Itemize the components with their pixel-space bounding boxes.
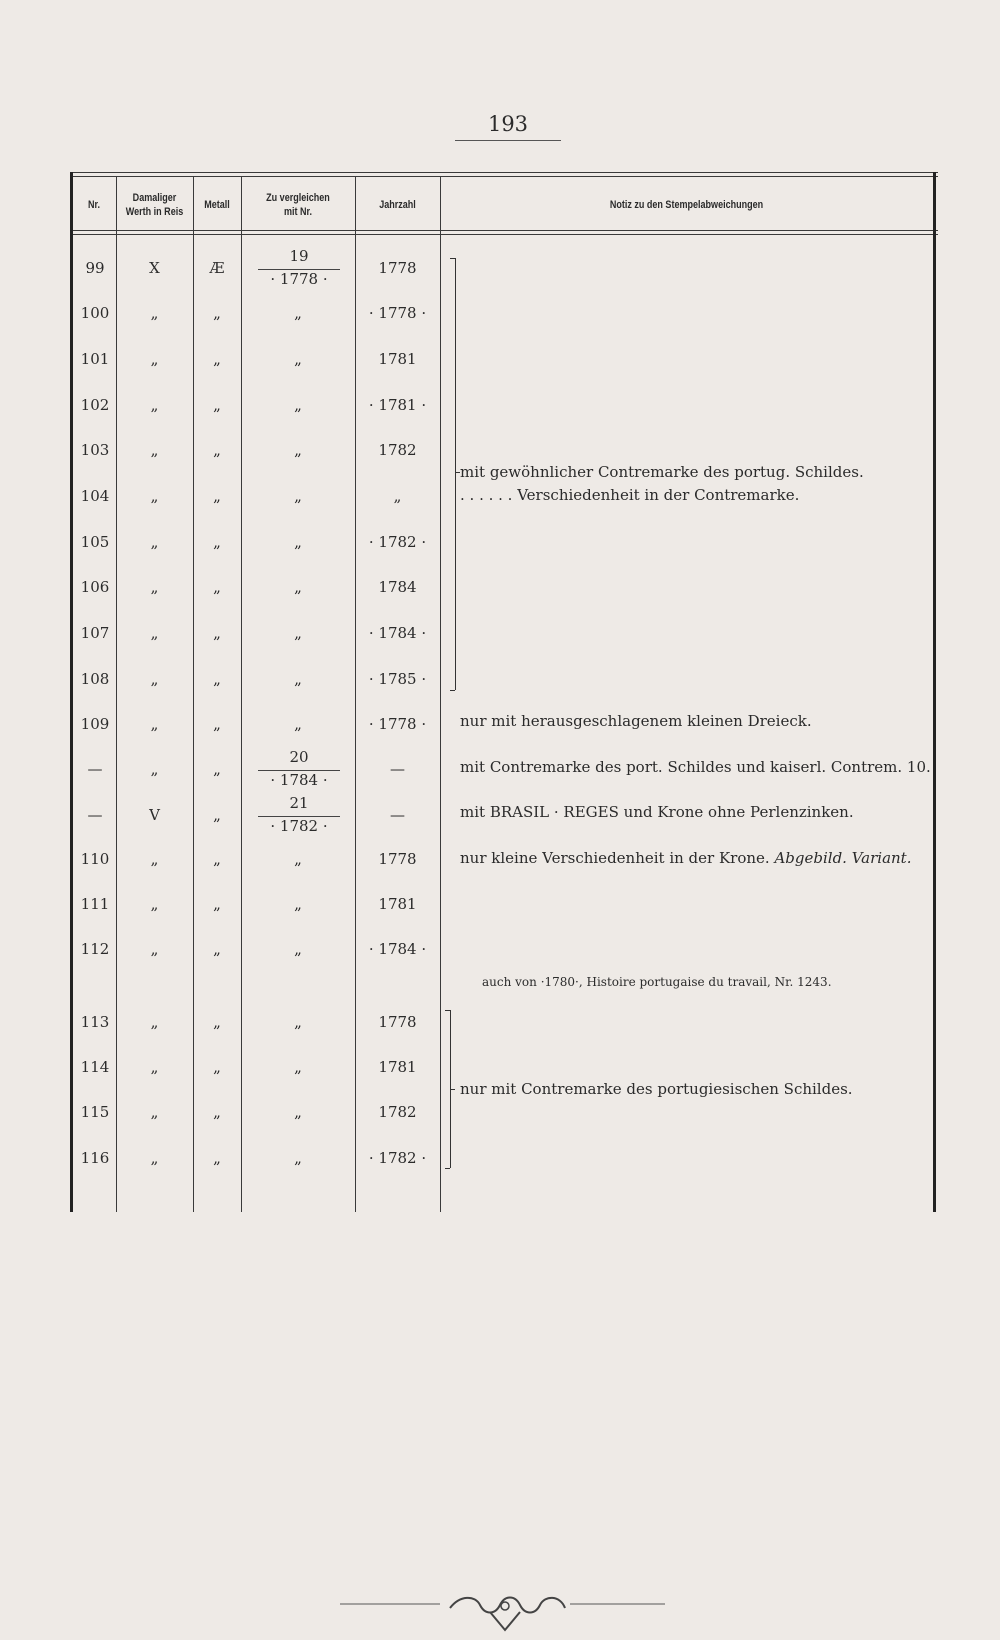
row-compare: „ (294, 895, 302, 913)
header-notiz: Notiz zu den Stempelabweichungen (609, 199, 764, 211)
row-compare: „ (294, 578, 302, 596)
row-metall: „ (213, 350, 221, 368)
row-jahrzahl: 1778 (378, 1013, 417, 1031)
row-compare: „ (294, 1103, 302, 1121)
row-wert: „ (150, 441, 159, 459)
row-nr: 114 (80, 1058, 110, 1076)
note-109: nur mit herausgeschlagenem kleinen Dreieck. (460, 712, 812, 730)
row-nr: 109 (80, 715, 110, 733)
row-metall: „ (213, 715, 221, 733)
row-jahrzahl: · 1782 · (368, 533, 427, 551)
row-wert: „ (150, 1149, 159, 1167)
page-number: 193 (455, 112, 561, 141)
row-compare: „ (294, 715, 302, 733)
row-wert: „ (150, 1103, 159, 1121)
row-nr: 99 (85, 259, 105, 277)
row-metall: „ (213, 1013, 221, 1031)
row-wert: „ (150, 624, 159, 642)
row-compare: „ (294, 533, 302, 551)
row-metall: „ (213, 624, 221, 642)
row-compare-year: · 1782 · (270, 817, 328, 835)
row-jahrzahl: · 1782 · (368, 1149, 427, 1167)
row-wert: „ (150, 715, 159, 733)
row-metall: „ (213, 895, 221, 913)
row-wert: „ (150, 895, 159, 913)
row-wert: „ (150, 850, 159, 868)
row-wert: X (149, 259, 160, 277)
row-jahrzahl: · 1781 · (368, 396, 427, 414)
row-jahrzahl: 1782 (378, 1103, 417, 1121)
row-jahrzahl: — (390, 806, 405, 824)
row-jahrzahl: · 1778 · (368, 715, 427, 733)
row-wert: V (149, 806, 160, 824)
header-wert: Damaliger Werth in Reis (125, 192, 184, 218)
row-metall: „ (213, 533, 221, 551)
row-compare: „ (294, 1013, 302, 1031)
row-metall: „ (213, 760, 221, 778)
row-jahrzahl: 1778 (378, 850, 417, 868)
row-compare: „ (294, 624, 302, 642)
row-jahrzahl: 1781 (378, 895, 417, 913)
row-nr: 103 (80, 441, 110, 459)
row-metall: „ (213, 487, 221, 505)
row-wert: „ (150, 670, 159, 688)
row-wert: „ (150, 940, 159, 958)
note-dash-2: mit BRASIL · REGES und Krone ohne Perlenzinken. (460, 803, 854, 821)
row-wert: „ (150, 760, 159, 778)
row-nr: 115 (80, 1103, 110, 1121)
row-compare: „ (294, 304, 302, 322)
row-jahrzahl: · 1784 · (368, 624, 427, 642)
row-compare-number: 20 (289, 748, 309, 766)
note-group-2: nur mit Contremarke des portugiesischen Schildes. (460, 1080, 853, 1098)
row-nr: 104 (80, 487, 110, 505)
row-jahrzahl: 1778 (378, 259, 417, 277)
note-dash-1: mit Contremarke des port. Schildes und kaiserl. Contrem. 10. (460, 758, 931, 776)
row-metall: „ (213, 670, 221, 688)
header-jahrzahl: Jahrzahl (379, 199, 416, 211)
row-metall: „ (213, 396, 221, 414)
row-nr: 108 (80, 670, 110, 688)
row-wert: „ (150, 1013, 159, 1031)
row-metall: „ (213, 850, 221, 868)
row-nr: — (87, 760, 103, 778)
row-nr: 106 (80, 578, 110, 596)
row-compare: „ (294, 1149, 302, 1167)
row-compare-year: · 1778 · (270, 270, 328, 288)
row-jahrzahl: 1784 (378, 578, 417, 596)
ornament-divider-icon (340, 1590, 670, 1640)
row-metall: „ (213, 1058, 221, 1076)
row-nr: 116 (80, 1149, 110, 1167)
note-110: nur kleine Verschiedenheit in der Krone. Abgebild. Variant. (460, 849, 912, 867)
row-compare-year: · 1784 · (270, 771, 328, 789)
row-nr: 112 (80, 940, 110, 958)
row-jahrzahl: 1781 (378, 1058, 417, 1076)
row-jahrzahl: 1782 (378, 441, 417, 459)
note-group-1-line2: . . . . . . Verschiedenheit in der Contremarke. (460, 486, 800, 504)
row-jahrzahl: · 1785 · (368, 670, 427, 688)
row-metall: „ (213, 578, 221, 596)
note-112: auch von ·1780·, Histoire portugaise du travail, Nr. 1243. (482, 975, 832, 989)
row-jahrzahl: · 1778 · (368, 304, 427, 322)
row-compare-number: 19 (289, 247, 309, 265)
row-metall: „ (213, 1149, 221, 1167)
row-jahrzahl: 1781 (378, 350, 417, 368)
row-metall: „ (213, 304, 221, 322)
row-compare: „ (294, 350, 302, 368)
row-compare: „ (294, 850, 302, 868)
row-nr: 101 (80, 350, 110, 368)
row-wert: „ (150, 533, 159, 551)
row-wert: „ (150, 396, 159, 414)
row-wert: „ (150, 578, 159, 596)
row-nr: 110 (80, 850, 110, 868)
row-jahrzahl: „ (393, 487, 402, 505)
header-metall: Metall (204, 199, 230, 211)
row-wert: „ (150, 350, 159, 368)
row-wert: „ (150, 487, 159, 505)
row-compare: „ (294, 670, 302, 688)
row-compare: „ (294, 940, 302, 958)
row-metall: Æ (209, 259, 225, 277)
header-nr: Nr. (87, 199, 101, 211)
row-wert: „ (150, 1058, 159, 1076)
row-compare-number: 21 (289, 794, 309, 812)
row-compare: „ (294, 396, 302, 414)
row-metall: „ (213, 1103, 221, 1121)
row-nr: — (87, 806, 103, 824)
row-metall: „ (213, 441, 221, 459)
row-nr: 113 (80, 1013, 110, 1031)
header-vergleich: Zu vergleichen mit Nr. (266, 192, 330, 218)
row-nr: 111 (80, 895, 110, 913)
row-metall: „ (213, 940, 221, 958)
row-nr: 100 (80, 304, 110, 322)
row-nr: 107 (80, 624, 110, 642)
row-jahrzahl: · 1784 · (368, 940, 427, 958)
row-nr: 105 (80, 533, 110, 551)
row-compare: „ (294, 487, 302, 505)
row-metall: „ (213, 806, 221, 824)
row-compare: „ (294, 441, 302, 459)
row-wert: „ (150, 304, 159, 322)
note-group-1-line1: mit gewöhnlicher Contremarke des portug. Schildes. (460, 463, 864, 481)
row-nr: 102 (80, 396, 110, 414)
row-jahrzahl: — (390, 760, 405, 778)
row-compare: „ (294, 1058, 302, 1076)
